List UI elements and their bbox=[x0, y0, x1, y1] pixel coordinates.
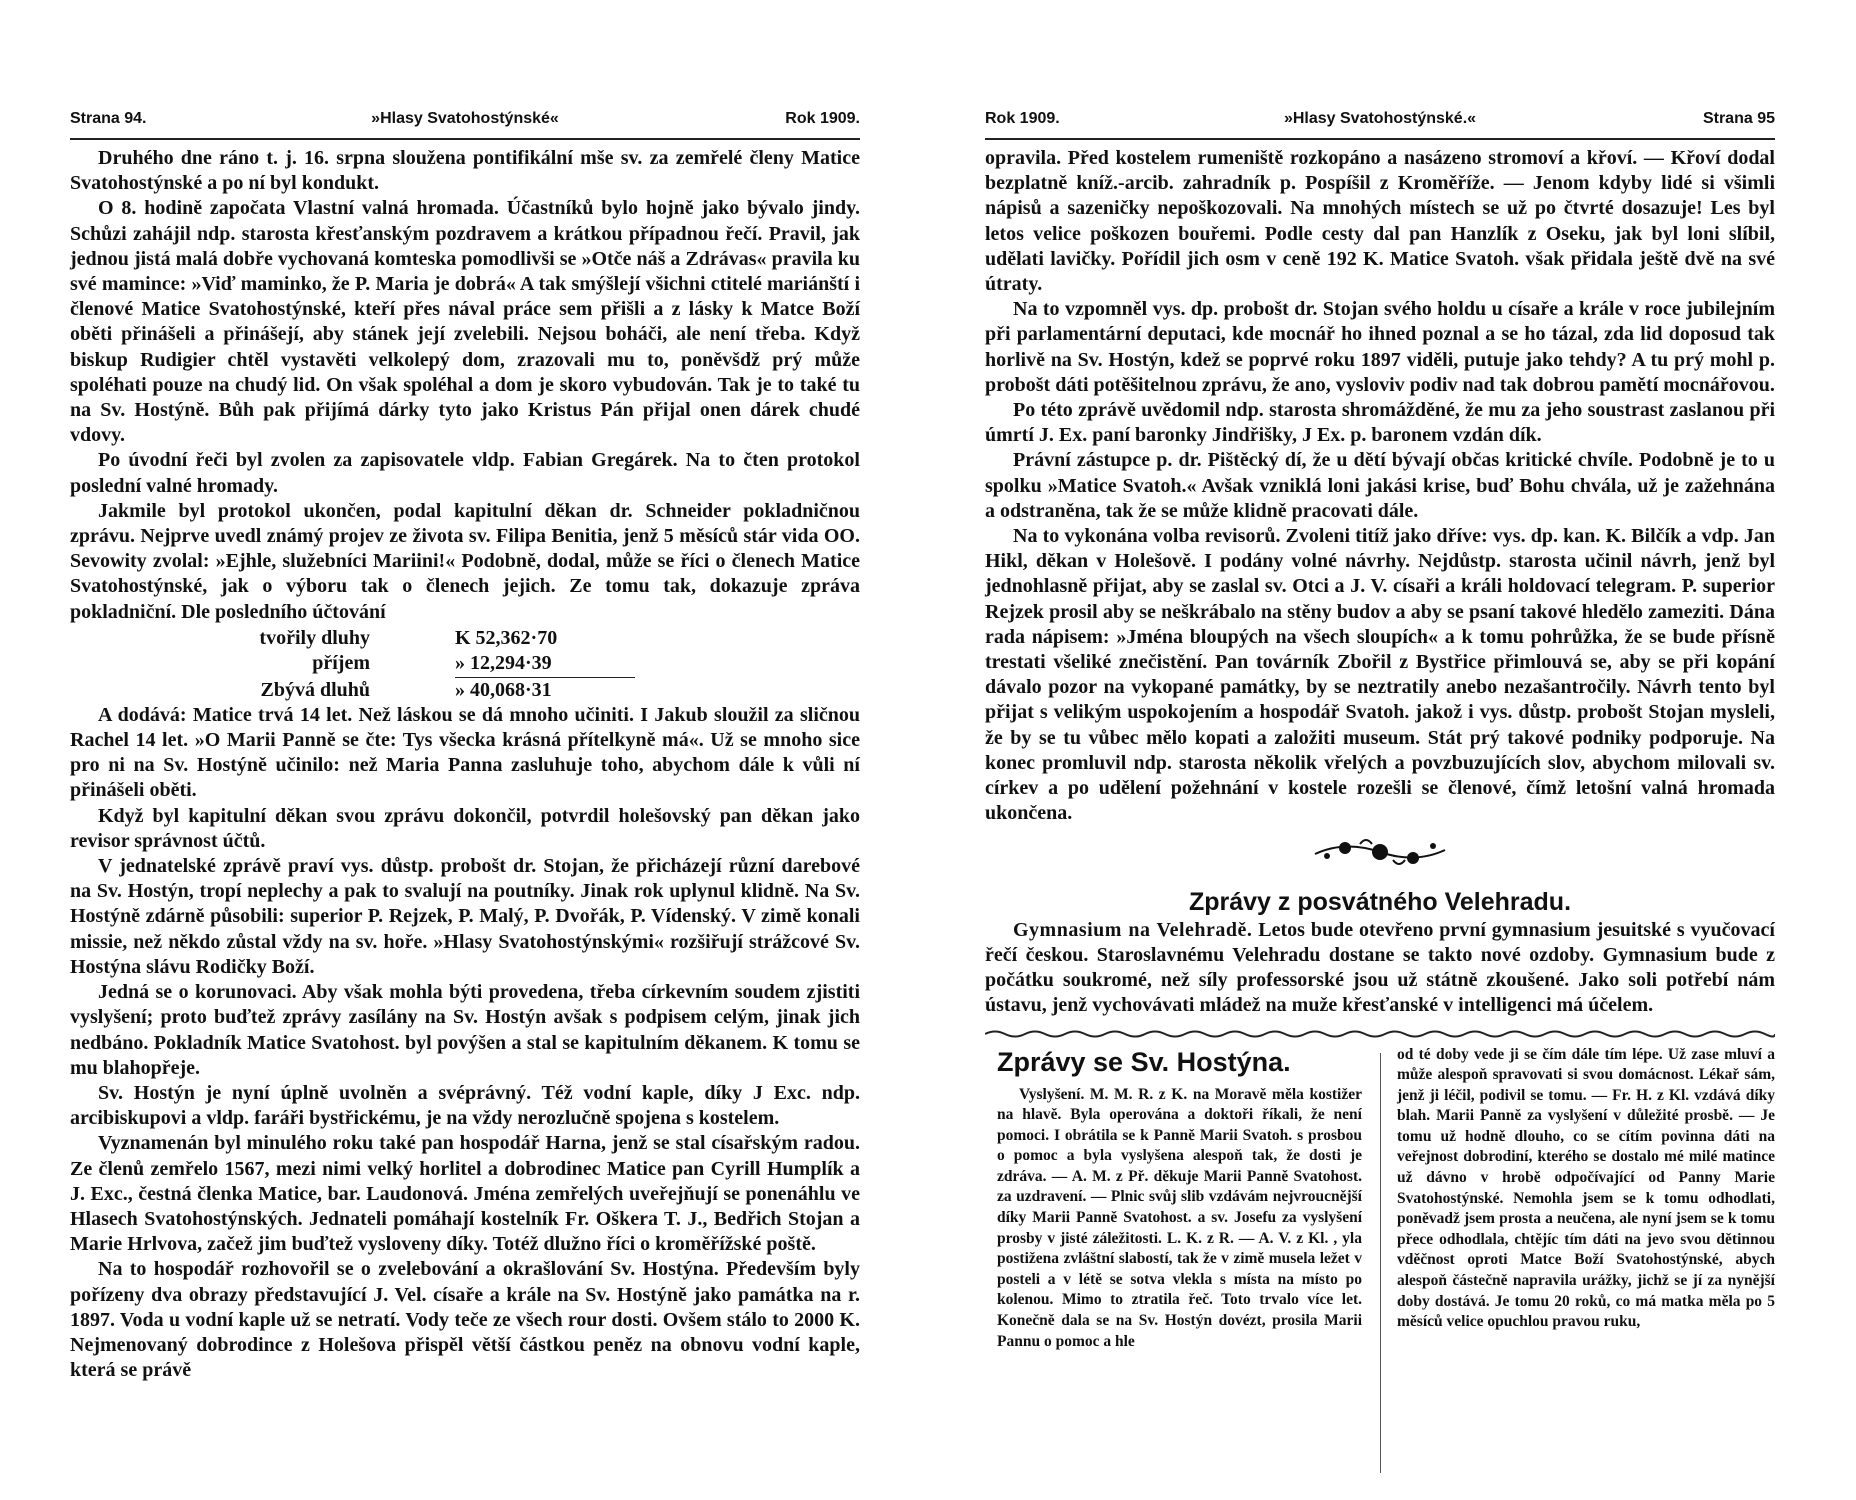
right-body-text bbox=[985, 146, 1775, 1445]
paragraph: Druhého dne ráno t. j. 16. srpna sloužena pontifikální mše sv. za zemřelé členy Matice Svatohostýnské a po ní byl kondukt. bbox=[70, 147, 860, 195]
paragraph: Po úvodní řeči byl zvolen za zapisovatele vldp. Fabian Gregárek. Na to čten protokol poslední valné hromady. bbox=[70, 449, 860, 497]
velehrad-section-title: Zprávy z posvátného Velehradu. bbox=[1188, 888, 1572, 917]
paragraph: V jednatelské zprávě praví vys. důstp. probošt dr. Stojan, že přicházejí různí darebové na Sv. Hostýn, tropí neplechy a pak to svalují na poutníky. Jinak rok uplynul klidně. Na Sv. Hostýně zdárně působili: superior P. Rejzek, P. Malý, P. Dvořák, P. Vídenský. V zimě konali missie, než někdo zůstal vždy na sv. hoře. »Hlasy Svatohostýnskými« rozšiřují strážcové Sv. Hostýna slávu Rodičky Boží. bbox=[70, 855, 860, 978]
wavy-divider bbox=[985, 1029, 1775, 1039]
ledger-row bbox=[70, 651, 860, 676]
ledger-value: K 52,362·70 bbox=[455, 626, 558, 649]
left-header-rule bbox=[70, 138, 860, 140]
paragraph: Na to hospodář rozhovořil se o zvelebování a okrašlování Sv. Hostýna. Především byly pořízeny dva obrazy představující J. Vel. císaře a krále na Sv. Hostýně jako památka na r. 1897. Voda u vodní kaple už se netratí. Vody teče ze všech rour dosti. Ovšem stálo to 2000 K. Nejmenovaný dobrodince z Holešova přispěl větší částkou peněz na obnovu vodní kaple, která se právě bbox=[70, 1258, 860, 1382]
hostyn-paragraph bbox=[997, 1085, 1362, 1353]
paragraph: Právní zástupce p. dr. Pištěcký dí, že u dětí bývají občas kritické chvíle. Podobně je to u spolku »Matice Svatoh.« Avšak vzniklá loni jakási krise, buď Bohu chvála, už je zažehnána a odstraněna, tak že se může klidně pracovati dále. bbox=[985, 449, 1775, 522]
velehrad-paragraph bbox=[985, 918, 1775, 1019]
paragraph: Jedná se o korunovaci. Aby však mohla býti provedena, třeba církevním soudem zjistiti vyslyšení; proto buďtež zprávy zasílány na Sv. Hostýn avšak s podpisem celým, jinak jich nedbáno. Pokladník Matice Svatohost. byl povýšen a stal se kapitulním děkanem. K tomu se mu blahopřeje. bbox=[70, 981, 860, 1079]
floral-ornament-icon bbox=[1305, 832, 1455, 872]
left-journal-title: »Hlasy Svatohostýnské« bbox=[371, 110, 559, 127]
ledger-value: » 12,294·39 bbox=[455, 651, 552, 674]
hostyn-news-columns bbox=[985, 1045, 1775, 1445]
right-journal-title: »Hlasy Svatohostýnské.« bbox=[1283, 110, 1477, 127]
left-running-header bbox=[70, 110, 860, 132]
left-body-text bbox=[70, 146, 860, 1383]
hostyn-column-1 bbox=[997, 1045, 1362, 1353]
ledger-label: Zbývá dluhů bbox=[260, 678, 370, 701]
ledger-label: tvořily dluhy bbox=[259, 626, 370, 649]
right-page bbox=[985, 0, 1775, 1500]
left-page bbox=[70, 0, 860, 1500]
ledger-row bbox=[70, 678, 860, 703]
paragraph: Po této zprávě uvědomil ndp. starosta shromážděné, že mu za jeho soustrast zaslanou při úmrtí J. Ex. paní baronky Jindřišky, J Ex. p. baronem vzdán dík. bbox=[985, 399, 1775, 447]
velehrad-text: Letos bude otevřeno první gymnasium jesuitské s vyučovací řečí českou. Staroslavnému Velehradu dostane se takto nové ozdoby. Gymnasium bude z počátku soukromé, než síly professorské jsou už státně zkoušené. Jako soli potřebí nám ústavu, jenž vychovávati mládež na muže křesťanské v intelligenci má účelem. bbox=[985, 918, 1775, 1017]
ledger-row bbox=[70, 626, 860, 651]
account-ledger bbox=[70, 625, 860, 703]
paragraph: Na to vzpomněl vys. dp. probošt dr. Stojan svého holdu u císaře a krále v roce jubilejním při parlamentární deputaci, kde mocnář ho ihned poznal a se ho tázal, zda lid doposud tak horlivě na Sv. Hostýn, kdež se poprvé roku 1897 viděli, putuje jako tehdy? A tu prý mohl p. probošt dáti potěšitelnou zprávu, že ano, vysloviv podiv nad tak dobrou pamětí mocnářovou. bbox=[985, 298, 1775, 396]
hostyn-section-title: Zprávy se Sv. Hostýna. bbox=[997, 1046, 1291, 1077]
left-year: Rok 1909. bbox=[785, 110, 860, 127]
paragraph: Vyznamenán byl minulého roku také pan hospodář Harna, jenž se stal císařským radou. Ze členů zemřelo 1567, mezi nimi velký horlitel a dobrodinec Matice pan Cyrill Humplík a J. Exc., čestná členka Matice, bar. Laudonová. Jména zemřelých uveřejňují se ponenáhlu ve Hlasech Svatohostýnských. Jednateli pomáhají kostelník Fr. Oškera T. J., Bedřich Stojan a Marie Hrlvova, začež jim buďtež vysloveny díky. Totéž dlužno říci o kroměřížské poště. bbox=[70, 1132, 860, 1256]
paragraph: opravila. Před kostelem rumeniště rozkopáno a nasázeno stromoví a křoví. — Křoví dodal bezplatně kníž.-arcib. zahradník p. Pospíšil z Kroměříže. — Jenom kdyby lidé si všimli nápisů a sazeničky nepoškozovali. Na mnohých místech se už po čtvrté dosazuje! Les byl letos velice poškozen bouřemi. Podle cesty dal pan Hanzlík z Oseku, jak byl loni slíbil, udělati lavičky. Pořídil jich osm v ceně 192 K. Matice Svatoh. však přidala ještě dvě na své útraty. bbox=[985, 147, 1775, 296]
paragraph: O 8. hodině započata Vlastní valná hromada. Účastníků bylo hojně jako bývalo jindy. Schůzi zahájil ndp. starosta křesťanským pozdravem a krátkou případnou řečí. Pravil, jak jednou jistá malá dobře vychovaná komteska pomodlivši se »Otče náš a Zdrávas« pravila ku své mamince: »Viď maminko, že P. Maria je dobrá« A tak smýšlejí všichni ctitelé mariánští i členové Matice Svatohostýnské, kteří přes nával práce sem přišli a z lásky k Matce Boží oběti přinášeli a přinášejí, aby stánek její zvelebili. Nejsou boháči, ale není třeba. Když biskup Rudigier chtěl vystavěti velkolepý dom, zrazovali mu to, poněvšdž prý může spoléhati pouze na chudý lid. On však spoléhal a dom je skoro vybudován. Tak je to také tu na Sv. Hostýně. Bůh pak přijímá dárky tyto jako Kristus Pán přijal onen dárek chudé vdovy. bbox=[70, 197, 860, 447]
ledger-label: příjem bbox=[312, 651, 370, 674]
right-header-rule bbox=[985, 138, 1775, 140]
right-page-number: Strana 95 bbox=[1702, 110, 1775, 127]
paragraph: Jakmile byl protokol ukončen, podal kapitulní děkan dr. Schneider pokladničnou zprávu. Nejprve uvedl známý projev ze života sv. Filipa Benitia, jenž 5 měsíců stár vida OO. Sevowity zvolal: »Ejhle, služebníci Mariini!« Podobně, dodal, může se říci o členech Matice Svatohostýnské, jak o výboru tak o členech jejich. Ze tomu tak, dokazuje zpráva pokladniční. Dle posledního účtování bbox=[70, 499, 860, 623]
hostyn-column-2 bbox=[1397, 1045, 1775, 1333]
column-divider bbox=[1380, 1053, 1381, 1473]
right-year: Rok 1909. bbox=[985, 110, 1060, 127]
left-page-number: Strana 94. bbox=[70, 110, 147, 127]
hostyn-text-1: M. M. R. z K. na Moravě měla kostižer na hlavě. Byla operována a doktoři říkali, že není pomoci. I obrátila se k Panně Marii Svatoh. s prosbou o pomoc a byla vyslyšena alespoň tak, že dosti je zdráva. — A. M. z Př. děkuje Marii Panně Svatohost. za uzdravení. — Plnic svůj slib vzdávám nejvroucnější díky Marii Panně Svatohost. a sv. Josefu za vyslyšení prosby v jisté záležitosti. L. K. z R. — A. V. z Kl. , yla postižena zvláštní slabostí, tak že v zimě musela ležet v posteli a v létě se sotva vlekla s místa na místo po kolenou. Mimo to ztratila řeč. Toto trvalo více let. Konečně dala se na Sv. Hostýn dovézt, prosila Marii Pannu o pomoc a hle bbox=[997, 1085, 1362, 1350]
hostyn-text-2: od té doby vede ji se čím dále tím lépe. Už zase mluví a může alespoň spravovati si svou domácnost. Lékař sám, jenž ji léčil, podivil se tomu. — Fr. H. z Kl. vzdává díky blah. Marii Panně za vyslyšení v důležité prosbě. — Je tomu už hodně dlouho, co se cítím povinna dáti na veřejnost dobrodiní, kterého se dostalo mé milé matince už dávno v hrobě odpočívající od Panny Marie Svatohostýnské. Nemohla jsem se k tomu odhodlati, poněvadž jsem prosta a neučena, ale nyní jsem se k tomu přece odhodlala, chtějíc tím dáti na jevo svou dětinnou vděčnost oproti Matce Boží Svatohostýnské, abych alespoň částečně napravila urážky, jichž se jí za nynější doby dostává. Je tomu 20 roků, co má matka měla po 5 měsíců velice opuchlou pravou ruku, bbox=[1397, 1045, 1775, 1331]
paragraph: Sv. Hostýn je nyní úplně uvolněn a svéprávný. Též vodní kaple, díky J Exc. ndp. arcibiskupovi a vldp. faráři bystřickému, je na vždy nerozlučně spojena s kostelem. bbox=[70, 1081, 860, 1130]
paragraph: Na to vykonána volba revisorů. Zvoleni titíž jako dříve: vys. dp. kan. K. Bilčík a vdp. Jan Hikl, děkan v Holešově. I podány volné návrhy. Nejdůstp. starosta učinil návrh, jenž byl jednohlasně přijat, aby se zaslal sv. Otci a J. V. císaři a králi holdovací telegram. P. superior Rejzek prosil aby se neškrábalo na stěny budov a aby se psaní takové hledělo zameziti. Dána rada nápisem: »Jména bloupých na všech sloupích« a k tomu pohrůžka, že se bude přísně trestati všeliké znečistění. Pan továrník Zbořil z Bystřice přimlouvá se, aby se při kopání dávalo pozor na vykopané památky, by se neztratily anebo nezašantročily. Návrh tento byl přijat s velikým uspokojením a hospodář Svatoh. jakož i vys. důstp. probošt Stojan mysleli, že by se tu vůbec mělo kopati a založiti museum. Stát prý takové podniky podporuje. Na konec promluvil ndp. starosta několik vřelých a povzbuzujících slov, abychom milovali sv. církev a po udělení požehnání v kostele rozešli se členové, čímž letošní valná hromada ukončena. bbox=[985, 525, 1775, 825]
ledger-value: » 40,068·31 bbox=[455, 678, 552, 701]
hostyn-lead: Vyslyšení. bbox=[1019, 1085, 1085, 1103]
paragraph: A dodává: Matice trvá 14 let. Než láskou se dá mnoho učiniti. I Jakub sloužil za sličnou Rachel 14 let. »O Marii Panně se čte: Tys všecka krásná přítelkyně má«. Už se mnoho sice pro ni na Sv. Hostýně učinilo: než Maria Panna zasluhuje toho, abychom dále k vůli ní přinášeli oběti. bbox=[70, 703, 860, 802]
right-running-header bbox=[985, 110, 1775, 132]
paragraph: Když byl kapitulní děkan svou zprávu dokončil, potvrdil holešovský pan děkan jako revisor správnost účtů. bbox=[70, 804, 860, 852]
velehrad-lead: Gymnasium na Velehradě. bbox=[1013, 918, 1253, 941]
